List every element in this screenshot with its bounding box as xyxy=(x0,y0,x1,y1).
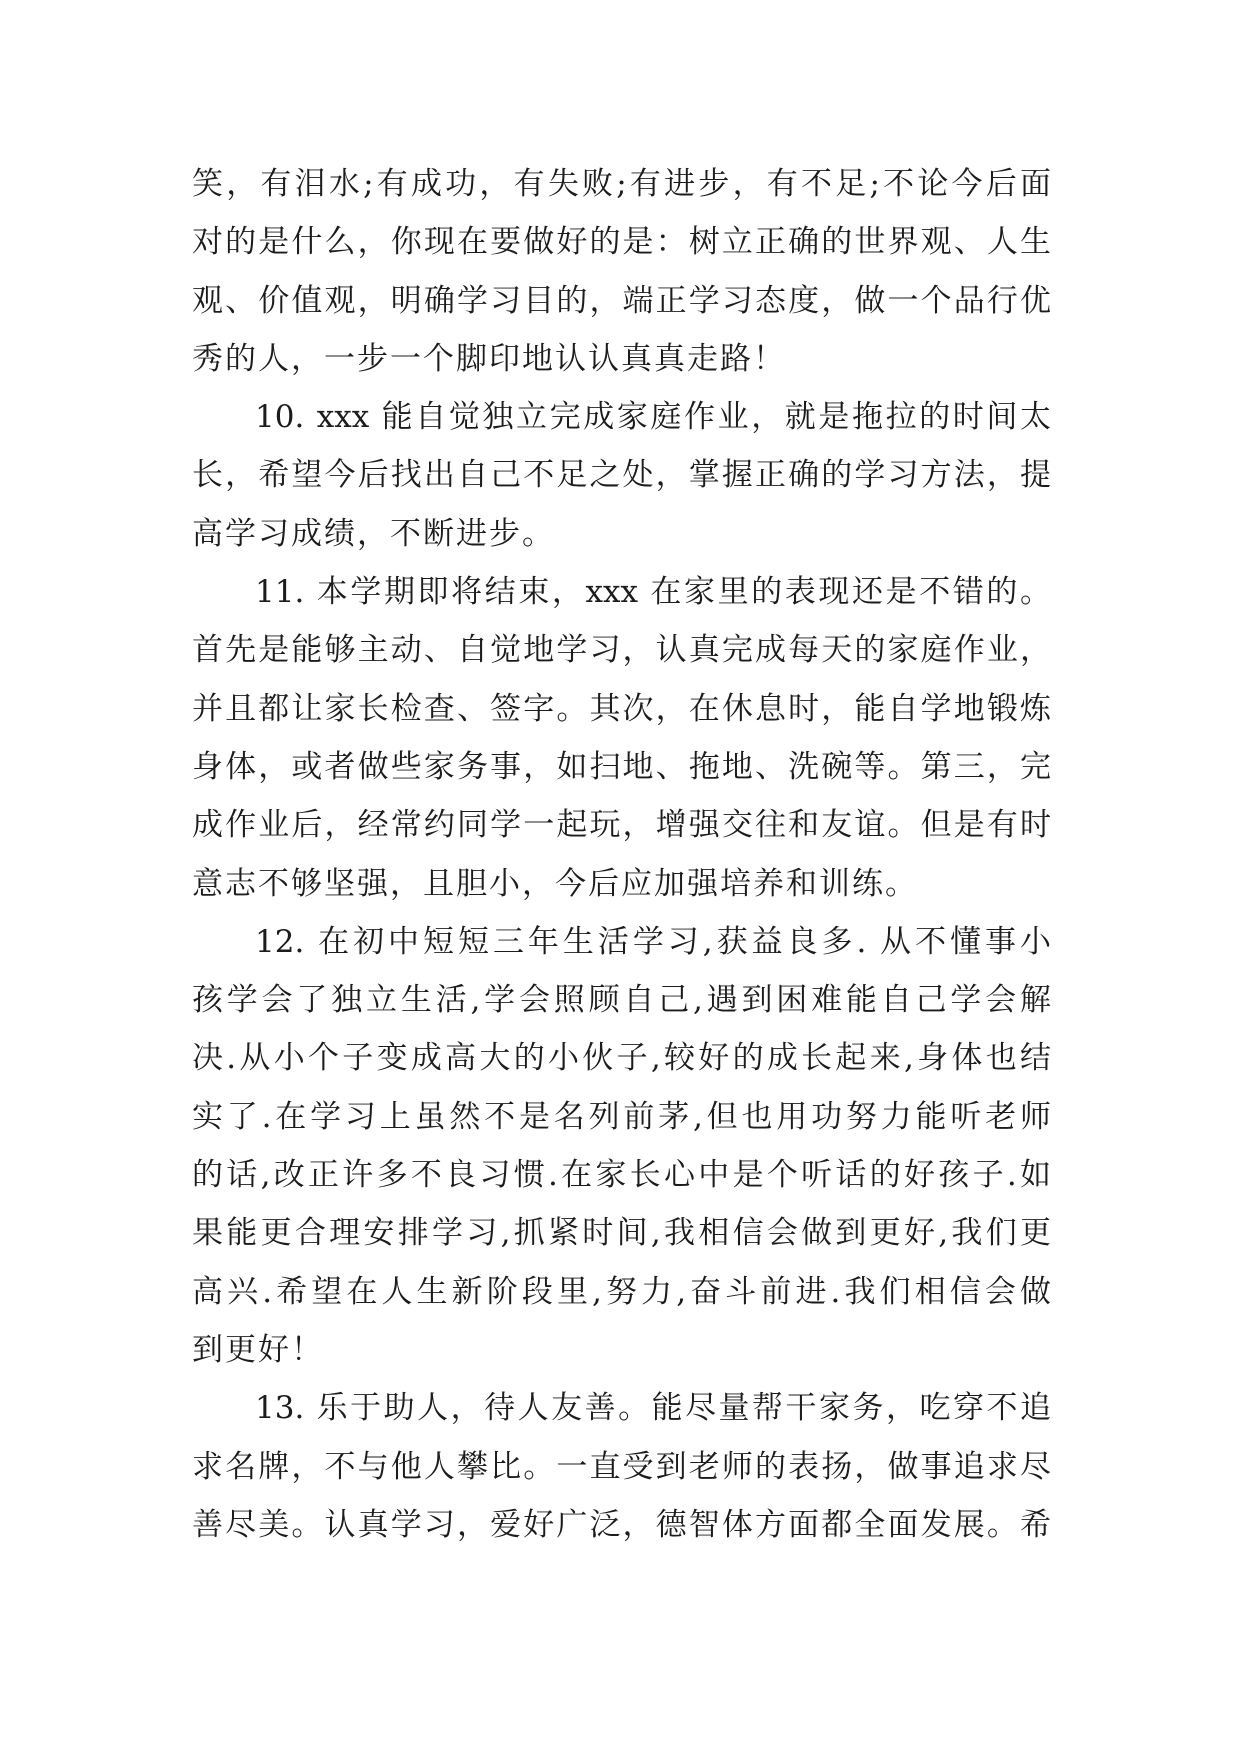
paragraph-item-10 xyxy=(192,388,1051,563)
text-line: 孩学会了独立生活,学会照顾自己,遇到困难能自己学会解 xyxy=(192,982,1051,1019)
text-line: 实了.在学习上虽然不是名列前茅,但也用功努力能听老师 xyxy=(192,1098,1051,1135)
paragraph-item-11 xyxy=(192,563,1051,913)
text-line: 并且都让家长检查、签字。其次，在休息时，能自学地锻炼 xyxy=(192,690,1051,727)
text-line: 意志不够坚强，且胆小，今后应加强培养和训练。 xyxy=(192,865,918,902)
text-line: 对的是什么，你现在要做好的是：树立正确的世界观、人生 xyxy=(192,224,1051,261)
body-text xyxy=(192,155,1051,1554)
paragraph-item-12 xyxy=(192,913,1051,1379)
text-line: 12. 在初中短短三年生活学习,获益良多. 从不懂事小 xyxy=(255,923,1051,960)
text-line: 求名牌，不与他人攀比。一直受到老师的表扬，做事追求尽 xyxy=(192,1448,1051,1485)
text-line: 10. xxx 能自觉独立完成家庭作业，就是拖拉的时间太 xyxy=(255,399,1051,436)
text-line: 长，希望今后找出自己不足之处，掌握正确的学习方法，提 xyxy=(192,457,1051,494)
text-line: 到更好！ xyxy=(192,1331,324,1368)
text-line: 身体，或者做些家务事，如扫地、拖地、洗碗等。第三，完 xyxy=(192,748,1051,785)
text-line: 笑，有泪水;有成功，有失败;有进步，有不足;不论今后面 xyxy=(192,166,1051,202)
text-line: 的话,改正许多不良习惯.在家长心中是个听话的好孩子.如 xyxy=(192,1157,1051,1194)
text-line: 首先是能够主动、自觉地学习，认真完成每天的家庭作业， xyxy=(192,632,1051,669)
text-line: 善尽美。认真学习，爱好广泛，德智体方面都全面发展。希 xyxy=(192,1506,1051,1543)
paragraph-continuation xyxy=(192,155,1051,388)
text-line: 成作业后，经常约同学一起玩，增强交往和友谊。但是有时 xyxy=(192,807,1051,844)
text-line: 果能更合理安排学习,抓紧时间,我相信会做到更好,我们更 xyxy=(192,1215,1051,1252)
text-line: 高兴.希望在人生新阶段里,努力,奋斗前进.我们相信会做 xyxy=(192,1273,1051,1310)
text-line: 13. 乐于助人，待人友善。能尽量帮干家务，吃穿不追 xyxy=(255,1390,1051,1427)
text-line: 观、价值观，明确学习目的，端正学习态度，做一个品行优 xyxy=(192,282,1051,319)
text-line: 秀的人，一步一个脚印地认认真真走路！ xyxy=(192,340,786,377)
text-line: 高学习成绩，不断进步。 xyxy=(192,515,555,552)
text-line: 11. 本学期即将结束，xxx 在家里的表现还是不错的。 xyxy=(255,574,1051,611)
text-line: 决.从小个子变成高大的小伙子,较好的成长起来,身体也结 xyxy=(192,1040,1051,1077)
paragraph-item-13 xyxy=(192,1379,1051,1554)
